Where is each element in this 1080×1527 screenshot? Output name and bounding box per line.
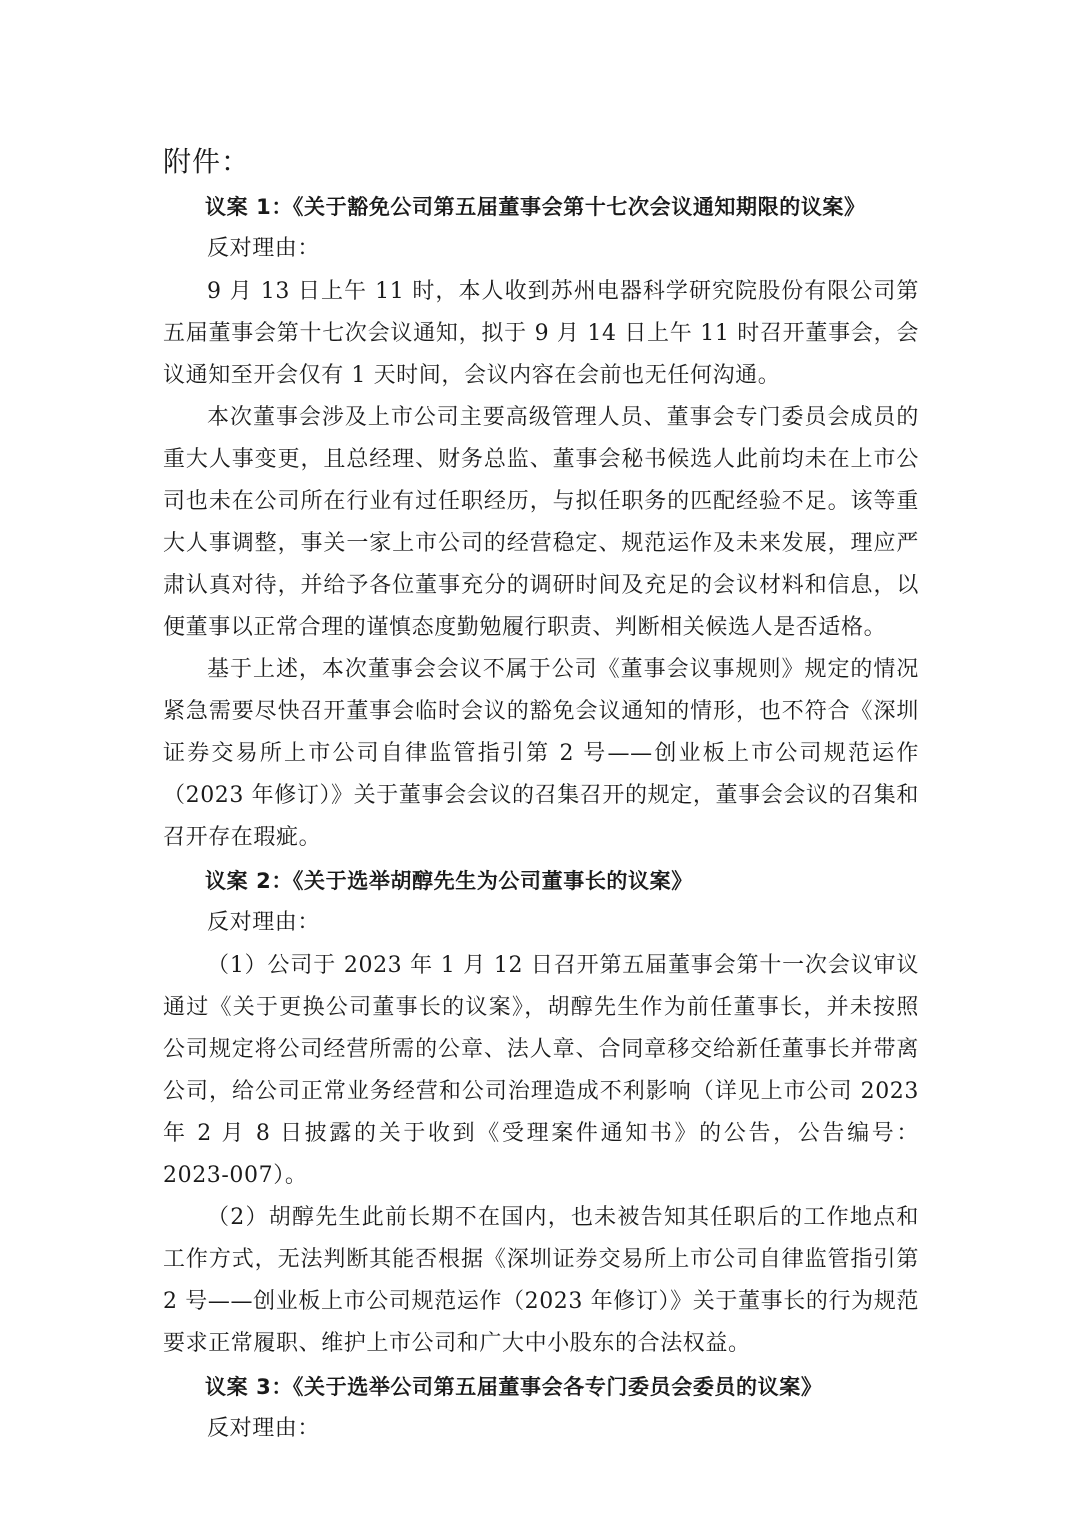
attachment-heading: 附件： [163,145,251,178]
motion-1 [163,186,919,859]
motion-1-title: 议案 1：《关于豁免公司第五届董事会第十七次会议通知期限的议案》 [205,195,866,219]
document-body [163,185,919,1451]
motion-3-title: 议案 3：《关于选举公司第五届董事会各专门委员会委员的议案》 [205,1375,823,1399]
motion-3 [163,1366,919,1450]
motion-2 [163,860,919,1365]
motion-2-paragraph-2: （2）胡醇先生此前长期不在国内，也未被告知其任职后的工作地点和工作方式，无法判断其能否根据《深圳证券交易所上市公司自律监管指引第 2 号——创业板上市公司规范运作（2023 年修订）》关于董事长的行为规范要求正常履职、维护上市公司和广大中小股东的合法权益。 [163,1205,919,1356]
motion-1-reason-label: 反对理由： [207,236,321,261]
motion-1-paragraph-3: 基于上述，本次董事会会议不属于公司《董事会议事规则》规定的情况紧急需要尽快召开董事会临时会议的豁免会议通知的情形，也不符合《深圳证券交易所上市公司自律监管指引第 2 号——创业板上市公司规范运作（2023 年修订）》关于董事会会议的召集召开的规定，董事会会议的召集和召开存在瑕疵。 [163,657,919,850]
motion-2-reason-label: 反对理由： [207,910,321,935]
motion-2-paragraph-1: （1）公司于 2023 年 1 月 12 日召开第五届董事会第十一次会议审议通过《关于更换公司董事长的议案》，胡醇先生作为前任董事长，并未按照公司规定将公司经营所需的公章、法人章、合同章移交给新任董事长并带离公司，给公司正常业务经营和公司治理造成不利影响（详见上市公司 2023 年 2 月 8 日披露的关于收到《受理案件通知书》的公告，公告编号：2023-007）。 [163,953,919,1188]
motion-3-reason-label: 反对理由： [207,1416,321,1441]
motion-1-paragraph-1: 9 月 13 日上午 11 时，本人收到苏州电器科学研究院股份有限公司第五届董事会第十七次会议通知，拟于 9 月 14 日上午 11 时召开董事会，会议通知至开会仅有 1 天时间，会议内容在会前也无任何沟通。 [163,279,919,388]
motion-1-paragraph-2: 本次董事会涉及上市公司主要高级管理人员、董事会专门委员会成员的重大人事变更，且总经理、财务总监、董事会秘书候选人此前均未在上市公司也未在公司所在行业有过任职经历，与拟任职务的匹配经验不足。该等重大人事调整，事关一家上市公司的经营稳定、规范运作及未来发展，理应严肃认真对待，并给予各位董事充分的调研时间及充足的会议材料和信息，以便董事以正常合理的谨慎态度勤勉履行职责、判断相关候选人是否适格。 [163,405,919,640]
motion-2-title: 议案 2：《关于选举胡醇先生为公司董事长的议案》 [205,869,693,893]
